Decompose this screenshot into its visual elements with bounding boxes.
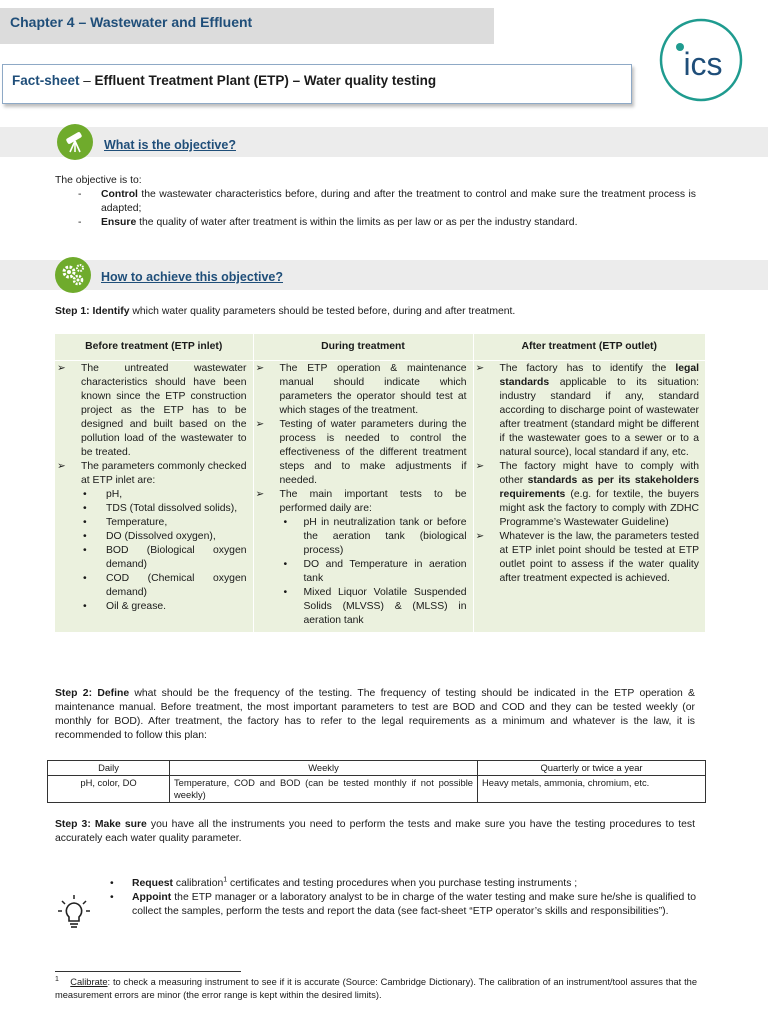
chapter-title: Chapter 4 – Wastewater and Effluent [10,14,253,30]
tip-item: • Appoint the ETP manager or a laboratory analyst to be in charge of the water testing and make sure he/she is qualified to collect the samples, perform the tests and report the data (see fact-sheet “ETP operator’s skills and responsibilities”). [110,892,696,917]
table-header: Quarterly or twice a year [478,761,706,776]
how-title: How to achieve this objective? [101,270,283,284]
gears-icon [55,257,91,293]
objective-item: - Control the wastewater characteristics before, during and after the treatment to control and make sure the treatment process is adapted; [78,189,696,214]
table-header: Before treatment (ETP inlet) [55,334,253,360]
logo-text: ics [683,46,723,82]
objective-list [78,188,696,230]
after-treatment-cell: ➢ The factory has to identify the legal standards applicable to its situation: industry standard if any, standard according to discharge point of wastewater after treatment (standard might be different if the wastewater goes to a sewer or to a natural source), local standard if any, etc. ➢ The factory might have to comply with other standards as per its stakeholders requirements (e.g. for textile, the buyers might ask the factory to comply with ZDHC Programme’s Wastewater Guideline) ➢ Whatever is the law, the parameters tested at ETP inlet point should be tested at ETP outlet point to assess if the water quality after treatment expected is achieved. [473,360,705,632]
tip-item: • Request calibration$^1$ certificates and testing procedures when you purchase testing instruments ; [110,876,578,889]
step1-text: Step 1: Identify which water quality parameters should be tested before, during and after treatment. [55,306,516,317]
tips-list [108,877,696,919]
table-header: Daily [48,761,170,776]
fact-sheet-rest: Effluent Treatment Plant (ETP) – Water quality testing [94,73,437,88]
table-header: After treatment (ETP outlet) [473,334,705,360]
before-treatment-cell: ➢ The untreated wastewater characteristics should have been known since the ETP construction project as the ETP has to be designed and built based on the pollution load of the wastewater to be treated. ➢ The parameters commonly checked at ETP inlet are: • pH, • TDS (Total dissolved solids), • Temperature, • DO (Dissolved oxygen), • BOD (Biological oxygen demand) • COD (Chemical oxygen demand) • Oil & grease. [57,362,247,612]
fact-sheet-dash: – [79,73,95,88]
objective-item: - Ensure the quality of water after treatment is within the limits as per law or as per the industry standard. [78,217,578,228]
parameters-table [55,334,705,632]
fact-sheet-title [12,72,436,90]
objective-title: What is the objective? [104,138,236,152]
table-cell: Heavy metals, ammonia, chromium, etc. [478,776,706,803]
fact-sheet-lead: Fact-sheet [12,73,80,88]
frequency-table [47,760,706,803]
table-cell: pH, color, DO [48,776,170,803]
step2-text: Step 2: Define what should be the frequency of the testing. The frequency of testing should be indicated in the ETP operation & maintenance manual. Before treatment, the most important parameters to test are BOD and COD and they can be tested weekly (or monthly for BOD). After treatment, the factory has to refer to the legal requirements as a minimum and whatever is the law, it is recommended to follow this plan: [55,688,695,741]
table-cell: Temperature, COD and BOD (can be tested monthly if not possible weekly) [170,776,478,803]
lightbulb-icon [54,893,94,933]
step3-text: Step 3: Make sure you have all the instruments you need to perform the tests and make sure you have the testing procedures to test accurately each water quality parameter. [55,819,695,844]
ics-logo [659,18,743,102]
telescope-icon [57,124,93,160]
footnote: $^1$ Calibrate: to check a measuring instrument to see if it is accurate (Source: Cambridge Dictionary). The calibration of an instrument/tool assures that the measurement errors are minor (the error range is kept within the desired limits). [55,975,697,1000]
during-treatment-cell: ➢ The ETP operation & maintenance manual should indicate which parameters the operator should test at which stages of the treatment. ➢ Testing of water parameters during the process is needed to control the effectiveness of the different treatment steps and to make adjustments if needed. ➢ The main important tests to be performed daily are: • pH in neutralization tank or before the aeration tank (biological process) • DO and Temperature in aeration tank • Mixed Liquor Volatile Suspended Solids (MLVSS) & (MLSS) in aeration tank [253,360,473,632]
objective-intro: The objective is to: [55,175,142,186]
table-header: Weekly [170,761,478,776]
footnote-divider [55,971,241,972]
table-header: During treatment [253,334,473,360]
